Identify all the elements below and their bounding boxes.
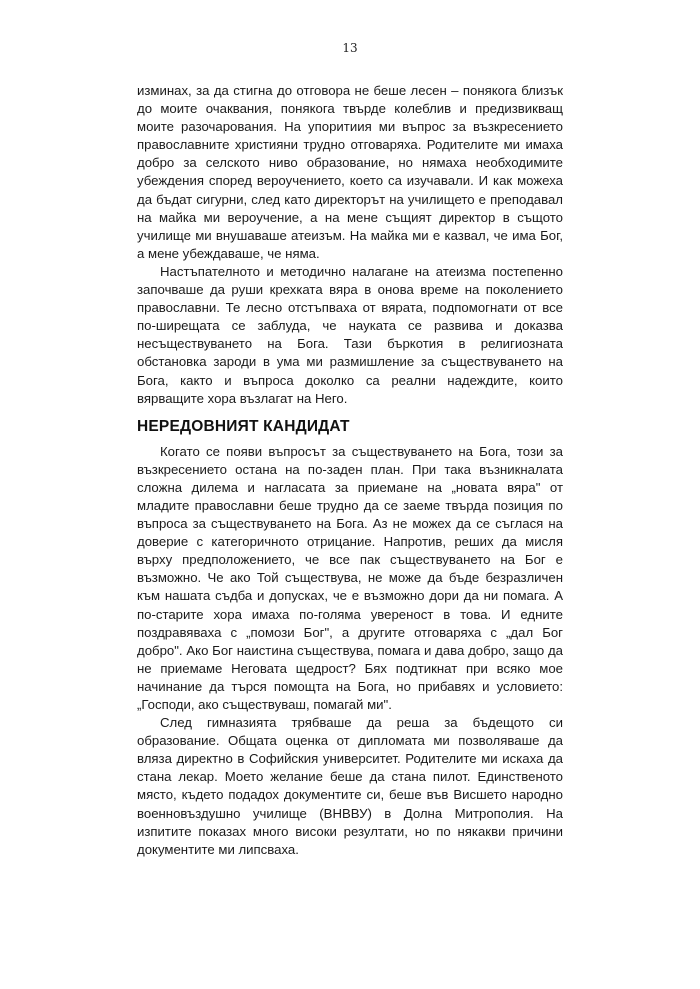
paragraph-continuation: изминах, за да стигна до отговора не беше лесен – понякога близък до моите очаквания, понякога твърде колеблив и предизвикващ моите разочарования. На упоритиия ми въпрос за възкресението православните християни трудно отговаряха. Родителите ми имаха добро за селското ниво образование, но нямаха необходимите убеждения според вероучението, което са изучавали. И как можеха да бъдат сигурни, след като директорът на училището е преподавал на майка ми вероучение, а на мене същият директор в същото училище ми внушаваше атеизъм. На майка ми е казвал, че има Бог, а мене убеждаваше, че няма. [137, 83, 563, 261]
paragraph-education: След гимназията трябваше да реша за бъдещото си образование. Общата оценка от дипломата ми позволяваше да вляза директно в Софийския университет. Родителите ми искаха да стана лекар. Моето желание беше да стана пилот. Единственото място, където подадох документите си, беше във Висшето народно военновъздушно училище (ВНВВУ) в Долна Митрополия. На изпитите показах много високи резултати, но по някакви причини документите ми липсваха. [137, 715, 563, 857]
section-heading: НЕРЕДОВНИЯТ КАНДИДАТ [137, 417, 350, 435]
body-text [137, 82, 563, 859]
paragraph-atheism: Настъпателното и методично налагане на атеизма постепенно започваше да руши крехката вяра в онова време на поколението православни. Те лесно отстъпваха от вярата, подпомогнати от все по-ширещата се заблуда, че науката се развива и доказва несъществуването на Бога. Тази бъркотия в религиозната обстановка зароди в ума ми размишление за съществуването на Бога, както и въпроса доколко са реални надеждите, които вярващите хора възлагат на Него. [137, 263, 563, 406]
paragraph-existence-of-god: Когато се появи въпросът за съществуването на Бога, този за възкресението остана на по-заден план. При така възникналата сложна дилема и нагласата за приемане на „новата вяра" от младите православни беше трудно да се заеме твърда позиция по въпроса за съществуването на Бога. Аз не можех да се съглася на доверие с категоричното отрицание. Напротив, реших да мисля върху предположението, че все пак съществуването на Бог е възможно. Че ако Той съществува, не може да бъде безразличен към нашата съдба и допускаx, че е възможно дори да ни помага. А по-старите хора имаха по-голяма увереност в това. И едните поздравяваха с „помози Бог", а другите отговаряха с „дал Бог добро". Ако Бог наистина съществува, помага и дава добро, защо да не приемаме Неговата щедрост? Бях подтикнат при всяко мое начинание да търся помощта на Бога, но прибавях и условието: „Господи, ако съществуваш, помагай ми". [137, 443, 563, 712]
page-number: 13 [342, 41, 358, 55]
